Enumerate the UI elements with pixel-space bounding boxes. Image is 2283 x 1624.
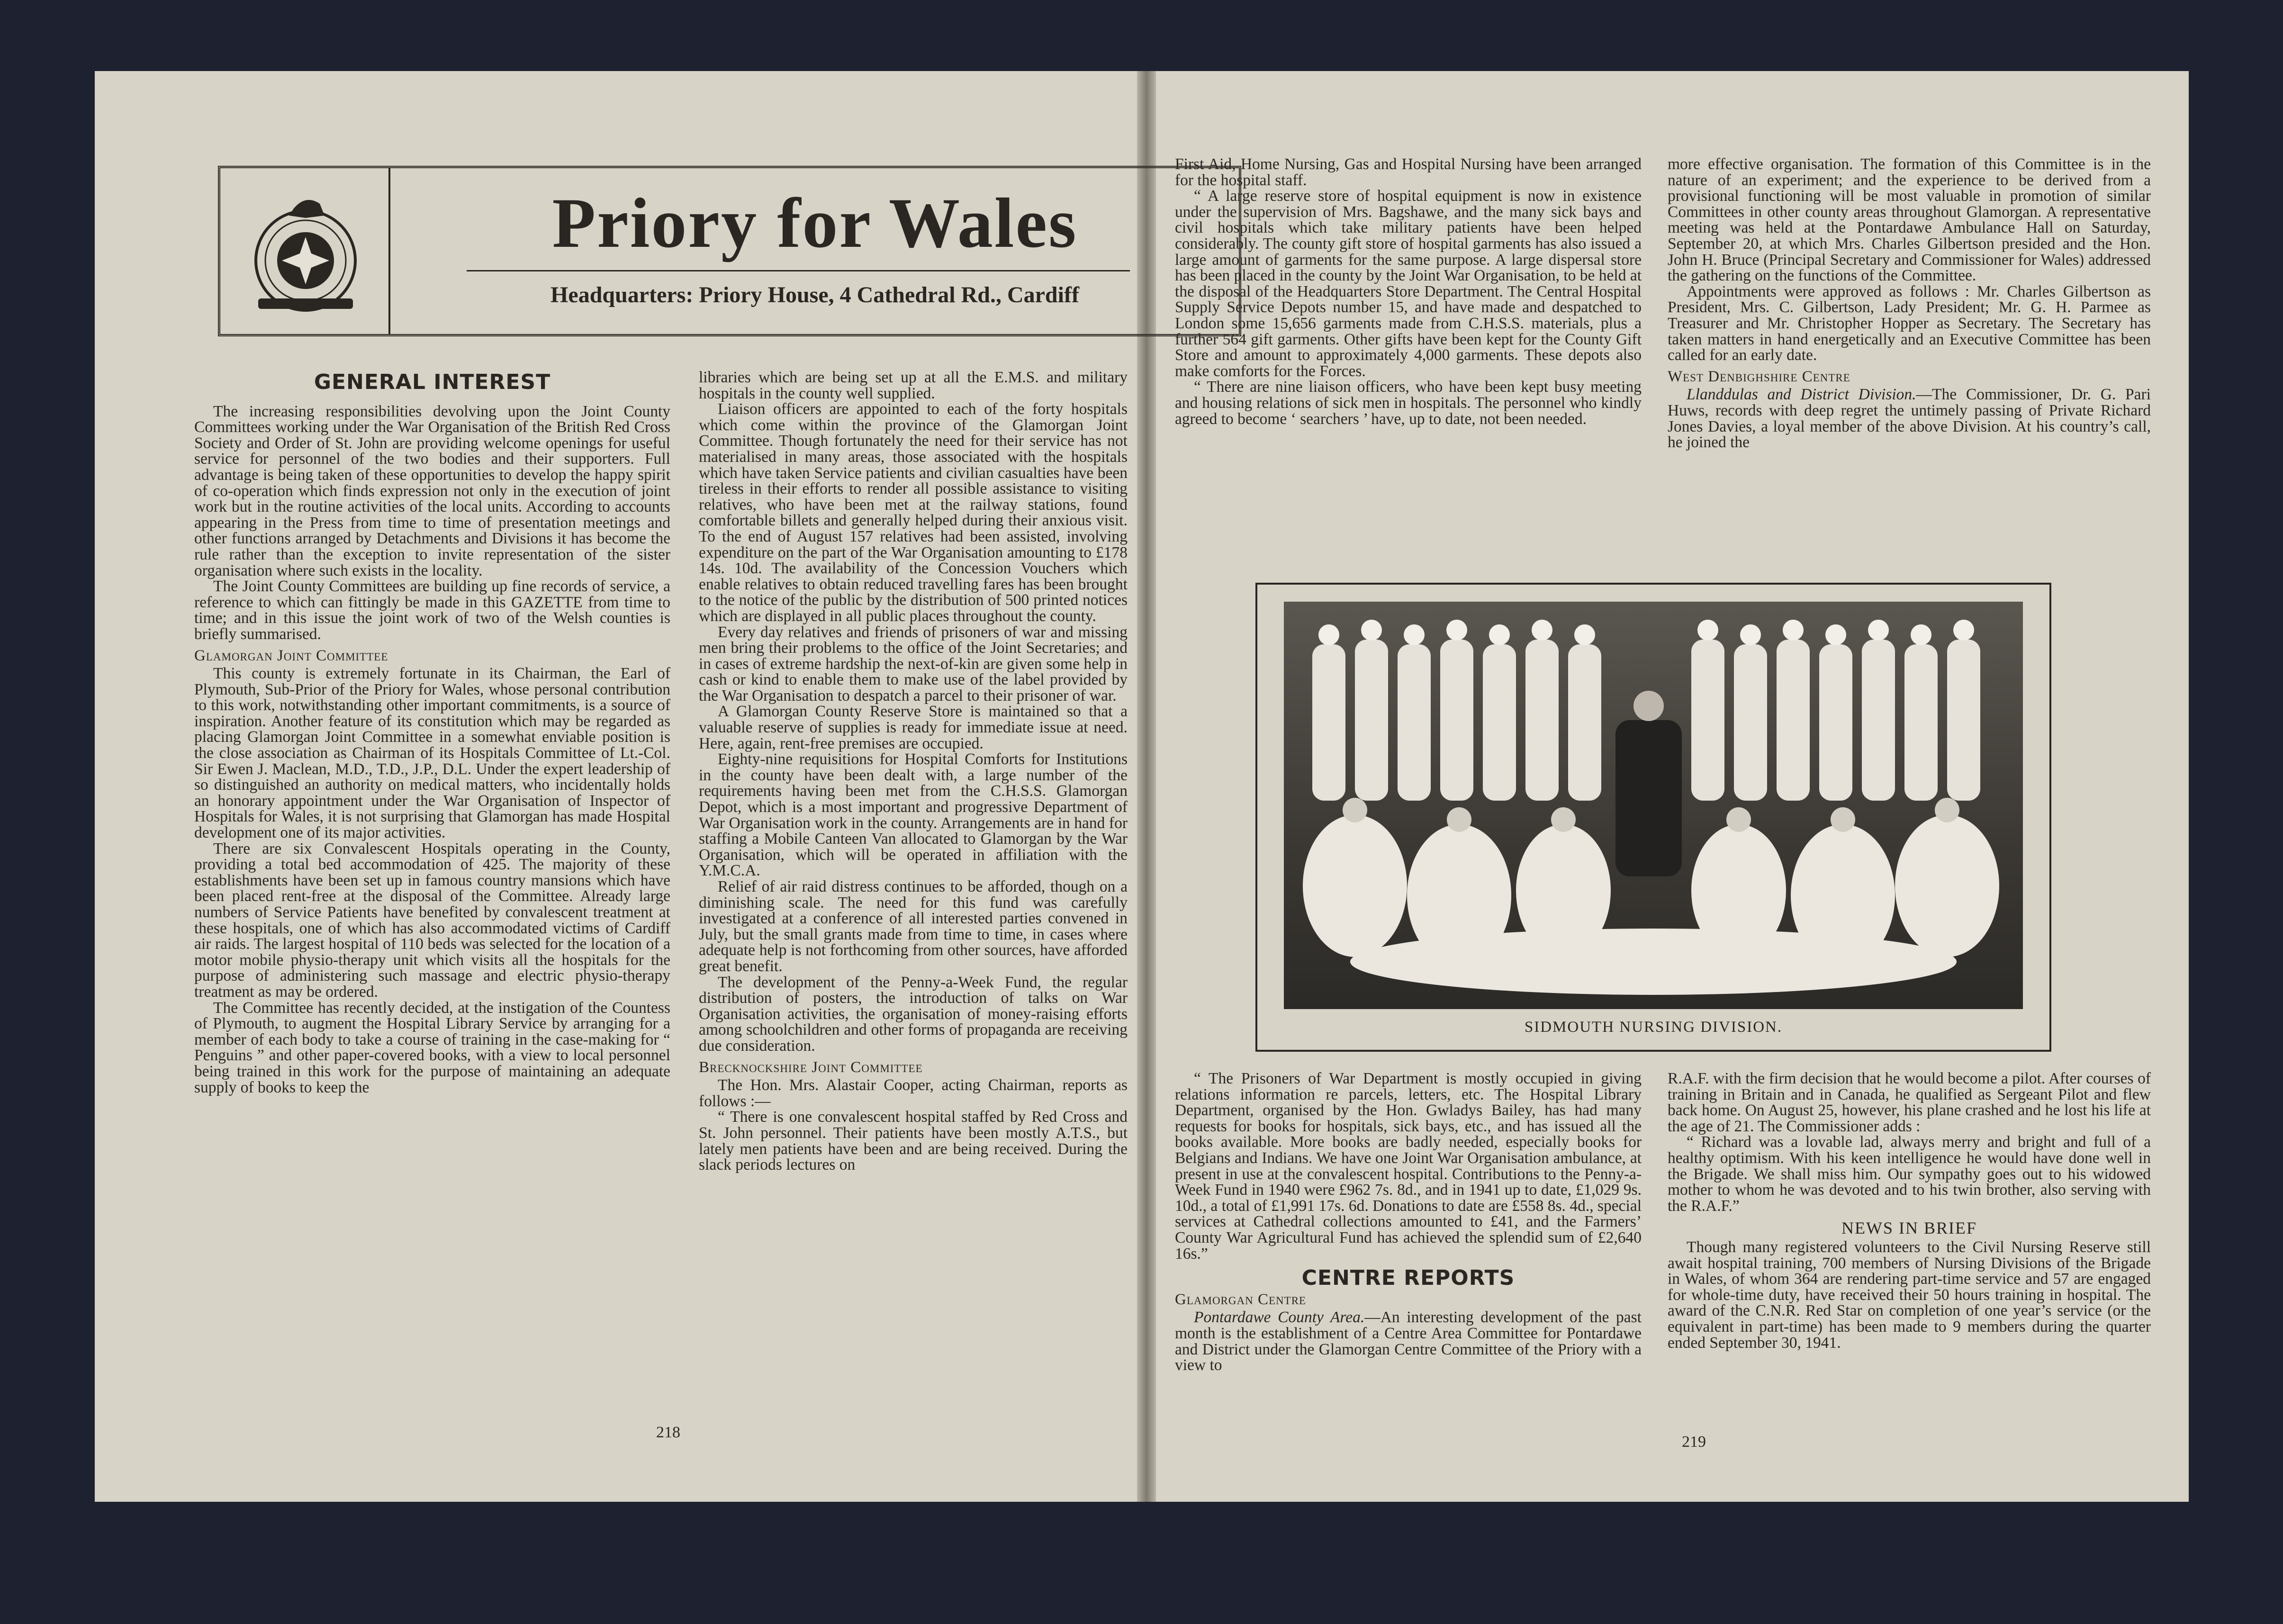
paragraph: “ There are nine liaison officers, who have been kept busy meeting and housing relations of sick men in hospitals. The personnel who kindly agreed to become ‘ searchers ’ have, up to date, not been needed. <box>1175 378 1642 428</box>
paragraph: Every day relatives and friends of prisoners of war and missing men bring their problems to the office of the Joint Secretaries; and in cases of extreme hardship the next-of-kin are given some help in cash or kind to enable them to make use of the label provided by the War Organisation to despatch a parcel to their prisoner of war. <box>699 623 1128 704</box>
paragraph: libraries which are being set up at all the E.M.S. and military hospitals in the county well supplied. <box>699 369 1128 402</box>
right-page <box>1156 71 2189 1502</box>
area-name: Pontardawe County Area. <box>1194 1308 1365 1326</box>
paragraph: Llanddulas and District Division.—The Commissioner, Dr. G. Pari Huws, records with deep regret the untimely passing of Private Richard Jones Davies, a loyal member of the above Division. At his country’s call, he joined the <box>1668 386 2151 451</box>
right-column-2-top <box>1668 156 2151 451</box>
paragraph: more effective organisation. The formation of this Committee is in the nature of an experiment; and the experience to be derived from a provisional functioning will be most valuable in promotion of similar Committees in other county areas throughout Glamorgan. A representative meeting was held at the Pontardawe Ambulance Hall on Saturday, September 20, at which Mrs. Charles Gilbertson presided and the Hon. John H. Bruce (Principal Secretary and Commissioner for Wales) addressed the gathering on the functions of the Committee. <box>1668 155 2151 285</box>
headquarters-subtitle: Headquarters: Priory House, 4 Cathedral Rd., Cardiff <box>550 282 1079 307</box>
paragraph: There are six Convalescent Hospitals operating in the County, providing a total bed accommodation of 425. The majority of these establishments have been set up in famous country mansions which have been placed rent-free at the disposal of the Committee. Already large numbers of Service Patients have benefited by convalescent treatment at these hospitals, one of which has also accommodated victims of Cardiff air raids. The largest hospital of 110 beds was selected for the location of a motor mobile physio-therapy unit which visits all the hospitals for the purpose of administering such massage and electric physio-therapy treatment as may be ordered. <box>194 839 670 1001</box>
paragraph: Though many registered volunteers to the Civil Nursing Reserve still await hospital training, 700 members of Nursing Divisions of the Brigade in Wales, of whom 364 are rendering part-time service and 57 are engaged for whole-time duty, have received their 50 hours training in hospital. The award of the C.N.R. Red Star on completion of one year’s service (or the equivalent in part-time) has been made to 9 members during the quarter ended September 30, 1941. <box>1668 1238 2151 1352</box>
left-column-2 <box>699 370 1128 1173</box>
paragraph: Eighty-nine requisitions for Hospital Comforts for Institutions in the county have been dealt with, a large number of the requirements having been met from the C.H.S.S. Glamorgan Depot, which is a most important and progressive Department of War Organisation work in the county. Arrangements are in hand for staffing a Mobile Canteen Van allocated to Glamorgan by the War Organisation, which will be operated in affiliation with the Y.M.C.A. <box>699 750 1128 880</box>
paragraph: “ There is one convalescent hospital staffed by Red Cross and St. John personnel. Their patients have been mostly A.T.S., but lately men patients have been and are being received. During the slack periods lectures on <box>699 1108 1128 1174</box>
glamorgan-subhead: Glamorgan Joint Committee <box>194 647 388 664</box>
photo-block <box>1255 583 2051 1052</box>
paragraph: R.A.F. with the firm decision that he would become a pilot. After courses of training in Britain and in Canada, he qualified as Sergeant Pilot and flew back home. On August 25, however, his plane crashed and he lost his life at the age of 21. The Commissioner adds : <box>1668 1070 2151 1135</box>
paragraph: This county is extremely fortunate in its Chairman, the Earl of Plymouth, Sub-Prior of the Priory for Wales, whose personal contribution to this work, notwithstanding other important commitments, is a source of inspiration. Another feature of its constitution which may be regarded as placing Glamorgan Joint Committee in a somewhat enviable position is the close association as Chairman of its Hospitals Committee of Lt.-Col. Sir Ewen J. Maclean, M.D., T.D., J.P., D.L. Under the expert leadership of so distinguished an authority on medical matters, who incidentally holds an honorary appointment under the War Organisation of Inspector of Hospitals for Wales, it is not surprising that Glamorgan has made Hospital development one of its major activities. <box>194 665 670 842</box>
west-denbighshire-subhead: West Denbighshire Centre <box>1668 368 1850 385</box>
paragraph: The Joint County Committees are building up fine records of service, a reference to which can fittingly be made in this GAZETTE from time to time; and in this issue the joint work of two of the Welsh counties is briefly summarised. <box>194 577 670 643</box>
paragraph: “ A large reserve store of hospital equipment is now in existence under the supervision of Mrs. Bagshawe, and the many sick bays and civil hospitals which take military patients have been helped considerably. The county gift store of hospital garments has also issued a large amount of garments for the same purpose. A large dispersal store has been placed in the county by the Joint War Organisation, to be held at the disposal of the Headquarters Store Department. The Central Hospital Supply Service Depots number 15, and have made and despatched to London some 15,656 garments made from C.H.S.S. materials, plus a further 564 gift garments. Other gifts have been kept for the County Gift Store and amount to approximately 4,000 garments. These depots also make comforts for the Forces. <box>1175 187 1642 380</box>
header-divider <box>388 168 390 334</box>
paragraph: The increasing responsibilities devolving upon the Joint County Committees working under the War Organisation of the British Red Cross Society and Order of St. John are providing welcome openings for useful service for personnel of the two bodies and their supporters. Full advantage is being taken of these opportunities to develop the happy spirit of co-operation which finds expression not only in the execution of joint work but in the routine activities of the local units. According to accounts appearing in the Press from time to time of presentation meetings and other functions arranged by Detachments and Divisions it has become the rule rather than the exception to invite representation of the sister organisation where such exists in the locality. <box>194 402 670 579</box>
paragraph: First Aid, Home Nursing, Gas and Hospital Nursing have been arranged for the hospital staff. <box>1175 155 1642 189</box>
title-header-box <box>218 166 1241 336</box>
magazine-spread <box>95 71 2189 1502</box>
news-in-brief-heading: NEWS IN BRIEF <box>1841 1218 1977 1238</box>
division-name: Llanddulas and District Division. <box>1687 386 1916 404</box>
photo-caption: SIDMOUTH NURSING DIVISION. <box>1524 1019 1783 1036</box>
paragraph: A Glamorgan County Reserve Store is maintained so that a valuable reserve of supplies is ready for immediate issue at need. Here, again, rent-free premises are occupied. <box>699 703 1128 752</box>
glamorgan-centre-subhead: Glamorgan Centre <box>1175 1290 1307 1308</box>
paragraph: “ The Prisoners of War Department is mostly occupied in giving relations information re parcels, letters, etc. The Hospital Library Department, organised by the Hon. Gwladys Bailey, has had many requests for books for hospitals, sick bays, etc., and has issued all the books available. More books are badly needed, especially books for Belgians and Indians. We have one Joint War Organisation ambulance, at present in use at the convalescent hospital. Contributions to the Penny-a-Week Fund in 1940 were £962 7s. 8d., and in 1941 up to date, £1,029 9s. 10d., a total of £1,991 17s. 6d. Donations to date are £558 8s. 4d., special services at Cathedral collections amounted to £41, and the Farmers’ County War Agricultural Fund has achieved the splendid sum of £2,640 16s.” <box>1175 1070 1642 1263</box>
right-column-2-bottom <box>1668 1071 2151 1351</box>
group-photo <box>1284 602 2023 1009</box>
page-number-right: 219 <box>1682 1433 1706 1451</box>
order-of-st-john-badge-icon <box>249 189 362 317</box>
centre-reports-heading: CENTRE REPORTS <box>1301 1266 1515 1290</box>
paragraph: The development of the Penny-a-Week Fund, the regular distribution of posters, the introduction of talks on War Organisation activities, the organisation of money-raising efforts among schoolchildren and other forms of propaganda are receiving due consideration. <box>699 973 1128 1055</box>
paragraph: Appointments were approved as follows : Mr. Charles Gilbertson as President, Mrs. C. Gilbertson, Lady President; Mr. G. H. Parmee as Treasurer and Mr. Christopher Hopper as Secretary. The Secretary has taken matters in hand energetically and an Executive Committee has been called for an early date. <box>1668 282 2151 364</box>
paragraph: The Committee has recently decided, at the instigation of the Countess of Plymouth, to augment the Hospital Library Service by arranging for a member of each body to take a course of training in the case-making for “ Penguins ” and other paper-covered books, with a view to local personnel being trained in this work for the purpose of maintaining an adequate supply of books to keep the <box>194 999 670 1096</box>
paragraph: Pontardawe County Area.—An interesting development of the past month is the establishment of a Centre Area Committee for Pontardawe and District under the Glamorgan Centre Committee of the Priory with a view to <box>1175 1308 1642 1374</box>
title-rule <box>467 270 1130 271</box>
left-column-1 <box>194 370 670 1095</box>
general-interest-heading: GENERAL INTEREST <box>314 370 551 394</box>
paragraph: Relief of air raid distress continues to be afforded, though on a diminishing scale. The need for this fund was carefully investigated at a conference of all interested parties convened in July, but the small grants made from time to time, in cases where adequate help is not forthcoming from other sources, have afforded great benefit. <box>699 878 1128 975</box>
page-number-left: 218 <box>656 1424 680 1441</box>
right-column-1-bottom <box>1175 1071 1642 1373</box>
right-column-1-top <box>1175 156 1642 427</box>
nursing-group-photo-illustration <box>1284 602 2023 1009</box>
page-title: Priory for Wales <box>552 184 1078 262</box>
paragraph: “ Richard was a lovable lad, always merry and bright and full of a healthy optimism. With his keen intelligence he would have done well in the Brigade. We shall miss him. Our sympathy goes out to his widowed mother to whom he was devoted and to his twin brother, also serving with the R.A.F.” <box>1668 1133 2151 1215</box>
brecknockshire-subhead: Brecknockshire Joint Committee <box>699 1058 923 1076</box>
paragraph: The Hon. Mrs. Alastair Cooper, acting Chairman, reports as follows :— <box>699 1076 1128 1110</box>
paragraph: Liaison officers are appointed to each of the forty hospitals which come within the province of the Glamorgan Joint Committee. Though fortunately the need for their service has not materialised in many areas, those associated with the hospitals which have taken Service patients and civilian casualties have been tireless in their efforts to render all possible assistance to visiting relatives, who have been met at the railway stations, found comfortable billets and generally helped during their anxious visit. To the end of August 157 relatives had been assisted, involving expenditure on the part of the War Organisation amounting to £178 14s. 10d. The availability of the Concession Vouchers which enable relatives to obtain reduced travelling fares has been brought to the notice of the public by the distribution of 500 printed notices which are displayed in all public places throughout the county. <box>699 400 1128 625</box>
